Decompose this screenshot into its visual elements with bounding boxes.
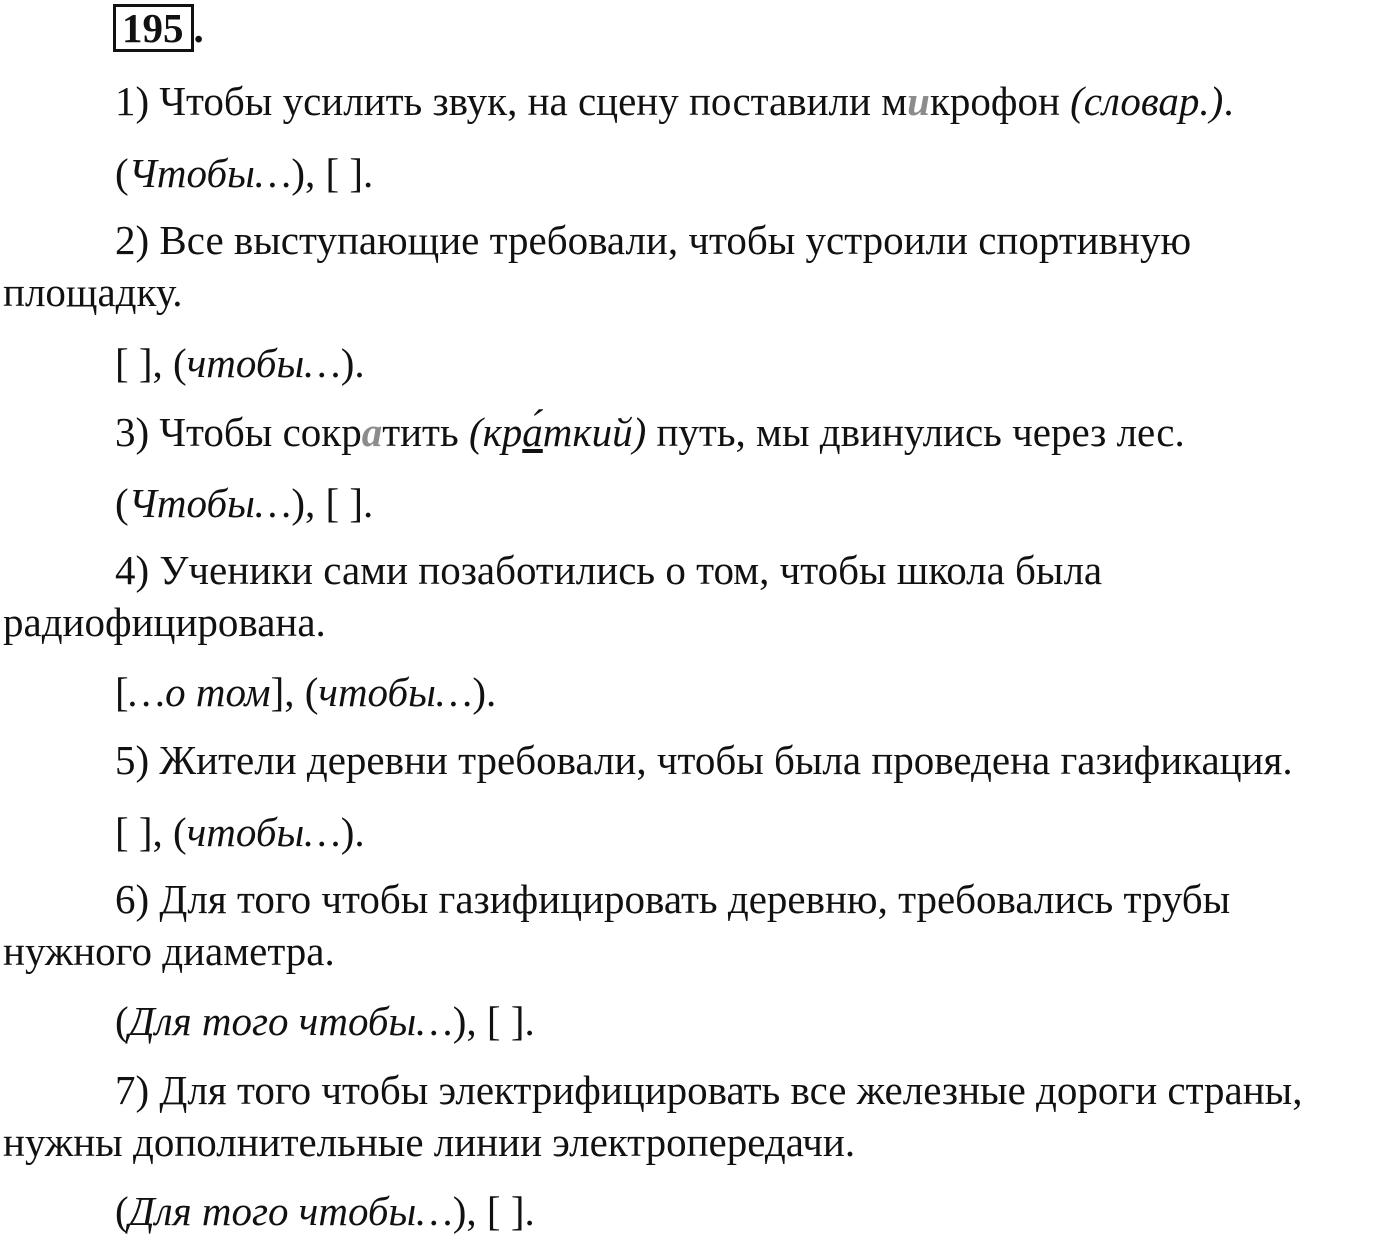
sentence-2-line-1: 2) Все выступающие требовали, чтобы устроили спортивную (115, 217, 1192, 263)
dictionary-note: (словар.) (1070, 78, 1224, 124)
sentence-6-line-2: нужного диаметра. (3, 928, 335, 974)
sentence-7-line-1: 7) Для того чтобы электрифицировать все железные дороги страны, (115, 1067, 1303, 1113)
stressed-vowel: а́ (522, 409, 543, 455)
scheme-5: [ ], (чтобы…). (115, 809, 365, 855)
sentence-6-line-1: 6) Для того чтобы газифицировать деревню, требовались трубы (115, 876, 1231, 922)
scheme-1: (Чтобы…), [ ]. (115, 150, 374, 196)
root-hint: (кра́ткий) (468, 409, 647, 455)
highlighted-vowel: и (907, 78, 930, 124)
scheme-3: (Чтобы…), [ ]. (115, 480, 374, 526)
scheme-7: (Для того чтобы…), [ ]. (115, 1188, 535, 1234)
scheme-4: […о том], (чтобы…). (115, 669, 497, 715)
scheme-2: [ ], (чтобы…). (115, 340, 365, 386)
sentence-5: 5) Жители деревни требовали, чтобы была проведена газификация. (115, 737, 1293, 783)
sentence-3: 3) Чтобы сократить (кра́ткий) путь, мы двинулись через лес. (115, 409, 1185, 455)
exercise-number (113, 4, 204, 52)
sentence-4-line-2: радиофицирована. (3, 599, 326, 645)
sentence-1: 1) Чтобы усилить звук, на сцену поставили микрофон (словар.). (115, 78, 1234, 124)
sentence-7-line-2: нужны дополнительные линии электропередачи. (3, 1119, 856, 1165)
sentence-4-line-1: 4) Ученики сами позаботились о том, чтобы школа была (115, 547, 1103, 593)
sentence-2-line-2: площадку. (3, 269, 183, 315)
highlighted-vowel: а (361, 409, 383, 455)
scheme-6: (Для того чтобы…), [ ]. (115, 998, 535, 1044)
exercise-number-dot: . (193, 5, 204, 51)
exercise-number-box: 195 (113, 4, 194, 52)
